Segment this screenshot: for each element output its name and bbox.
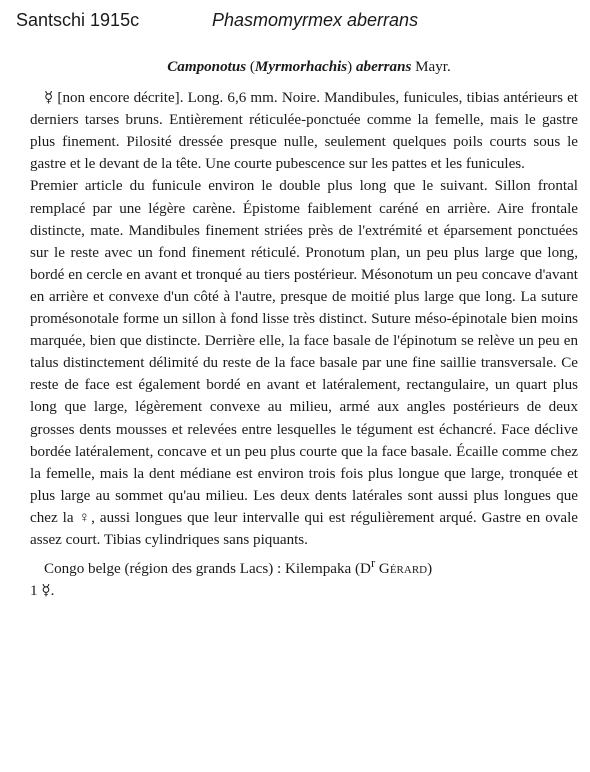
specimen-count: 1 ☿. [30,583,55,600]
taxon-subgenus-open: ( [246,59,255,75]
document-body [30,56,578,602]
taxon-subgenus-close: ) [347,59,356,75]
locality-superscript: r [370,556,376,571]
citation-label: Santschi 1915c [16,10,140,30]
taxon-genus: Camponotus [167,59,247,75]
collector-name: Gérard) [375,561,433,578]
locality-text: Congo belge (région des grands Lacs) : Kilempaka (D [44,561,371,578]
species-label: Phasmomyrmex aberrans [212,10,419,30]
description-paragraph-2: Premier article du funicule environ le double plus long que le suivant. Sillon frontal remplacé par une légère carène. Épistome faiblement caréné en arrière. Aire frontale distincte, mate. Mandibules finement striées près de l'extrémité et éparsement ponctuées sur le reste avec un fond finement réticulé. Pronotum plan, un peu plus large que long, bordé en cercle en avant et tronqué au tiers postérieur. Mésonotum un peu concave d'avant en arrière et convexe d'un côté à l'autre, presque de moitié plus large que long. La suture promésonotale forme un sillon à fond lisse très distinct. Suture méso-épinotale bien moins marquée, bien que distincte. Derrière elle, la face basale de l'épinotum se relève un peu en talus distinctement délimité du reste de la face basale par une fine saillie transversale. Ce reste de face est également bordé en avant et latéralement, rectangulaire, un quart plus long que large, légèrement convexe au milieu, armé aux angles postérieurs de deux grosses dents mousses et relevées entre lesquelles le tégument est échancré. Face déclive bordée latéralement, concave et un peu plus courte que la face basale. Écaille comme chez la femelle, mais la dent médiane est environ trois fois plus longue que large, tronquée et plus large au sommet qu'au milieu. Les deux dents latérales sont aussi plus longues que chez la ♀, aussi longues que leur intervalle qui est régulièrement arqué. Gastre en ovale assez court. Tibias cylindriques sans piquants. [30,178,578,548]
locality-line [30,552,578,580]
taxon-subgenus: Myrmorhachis [254,59,348,75]
description-paragraph-1: ☿ [non encore décrite]. Long. 6,6 mm. Noire. Mandibules, funicules, tibias antérieurs et derniers tarses bruns. Entièrement réticulée-ponctuée comme la femelle, mais le gastre plus finement. Pilosité dressée presque nulle, seulement quelques poils courts sous le gastre et le devant de la tête. Une courte pubescence sur les pattes et les funicules. [30,90,578,173]
page-header [16,10,574,36]
taxon-author: Mayr. [411,59,451,75]
taxon-title [30,56,578,78]
taxon-species: aberrans [355,59,412,75]
